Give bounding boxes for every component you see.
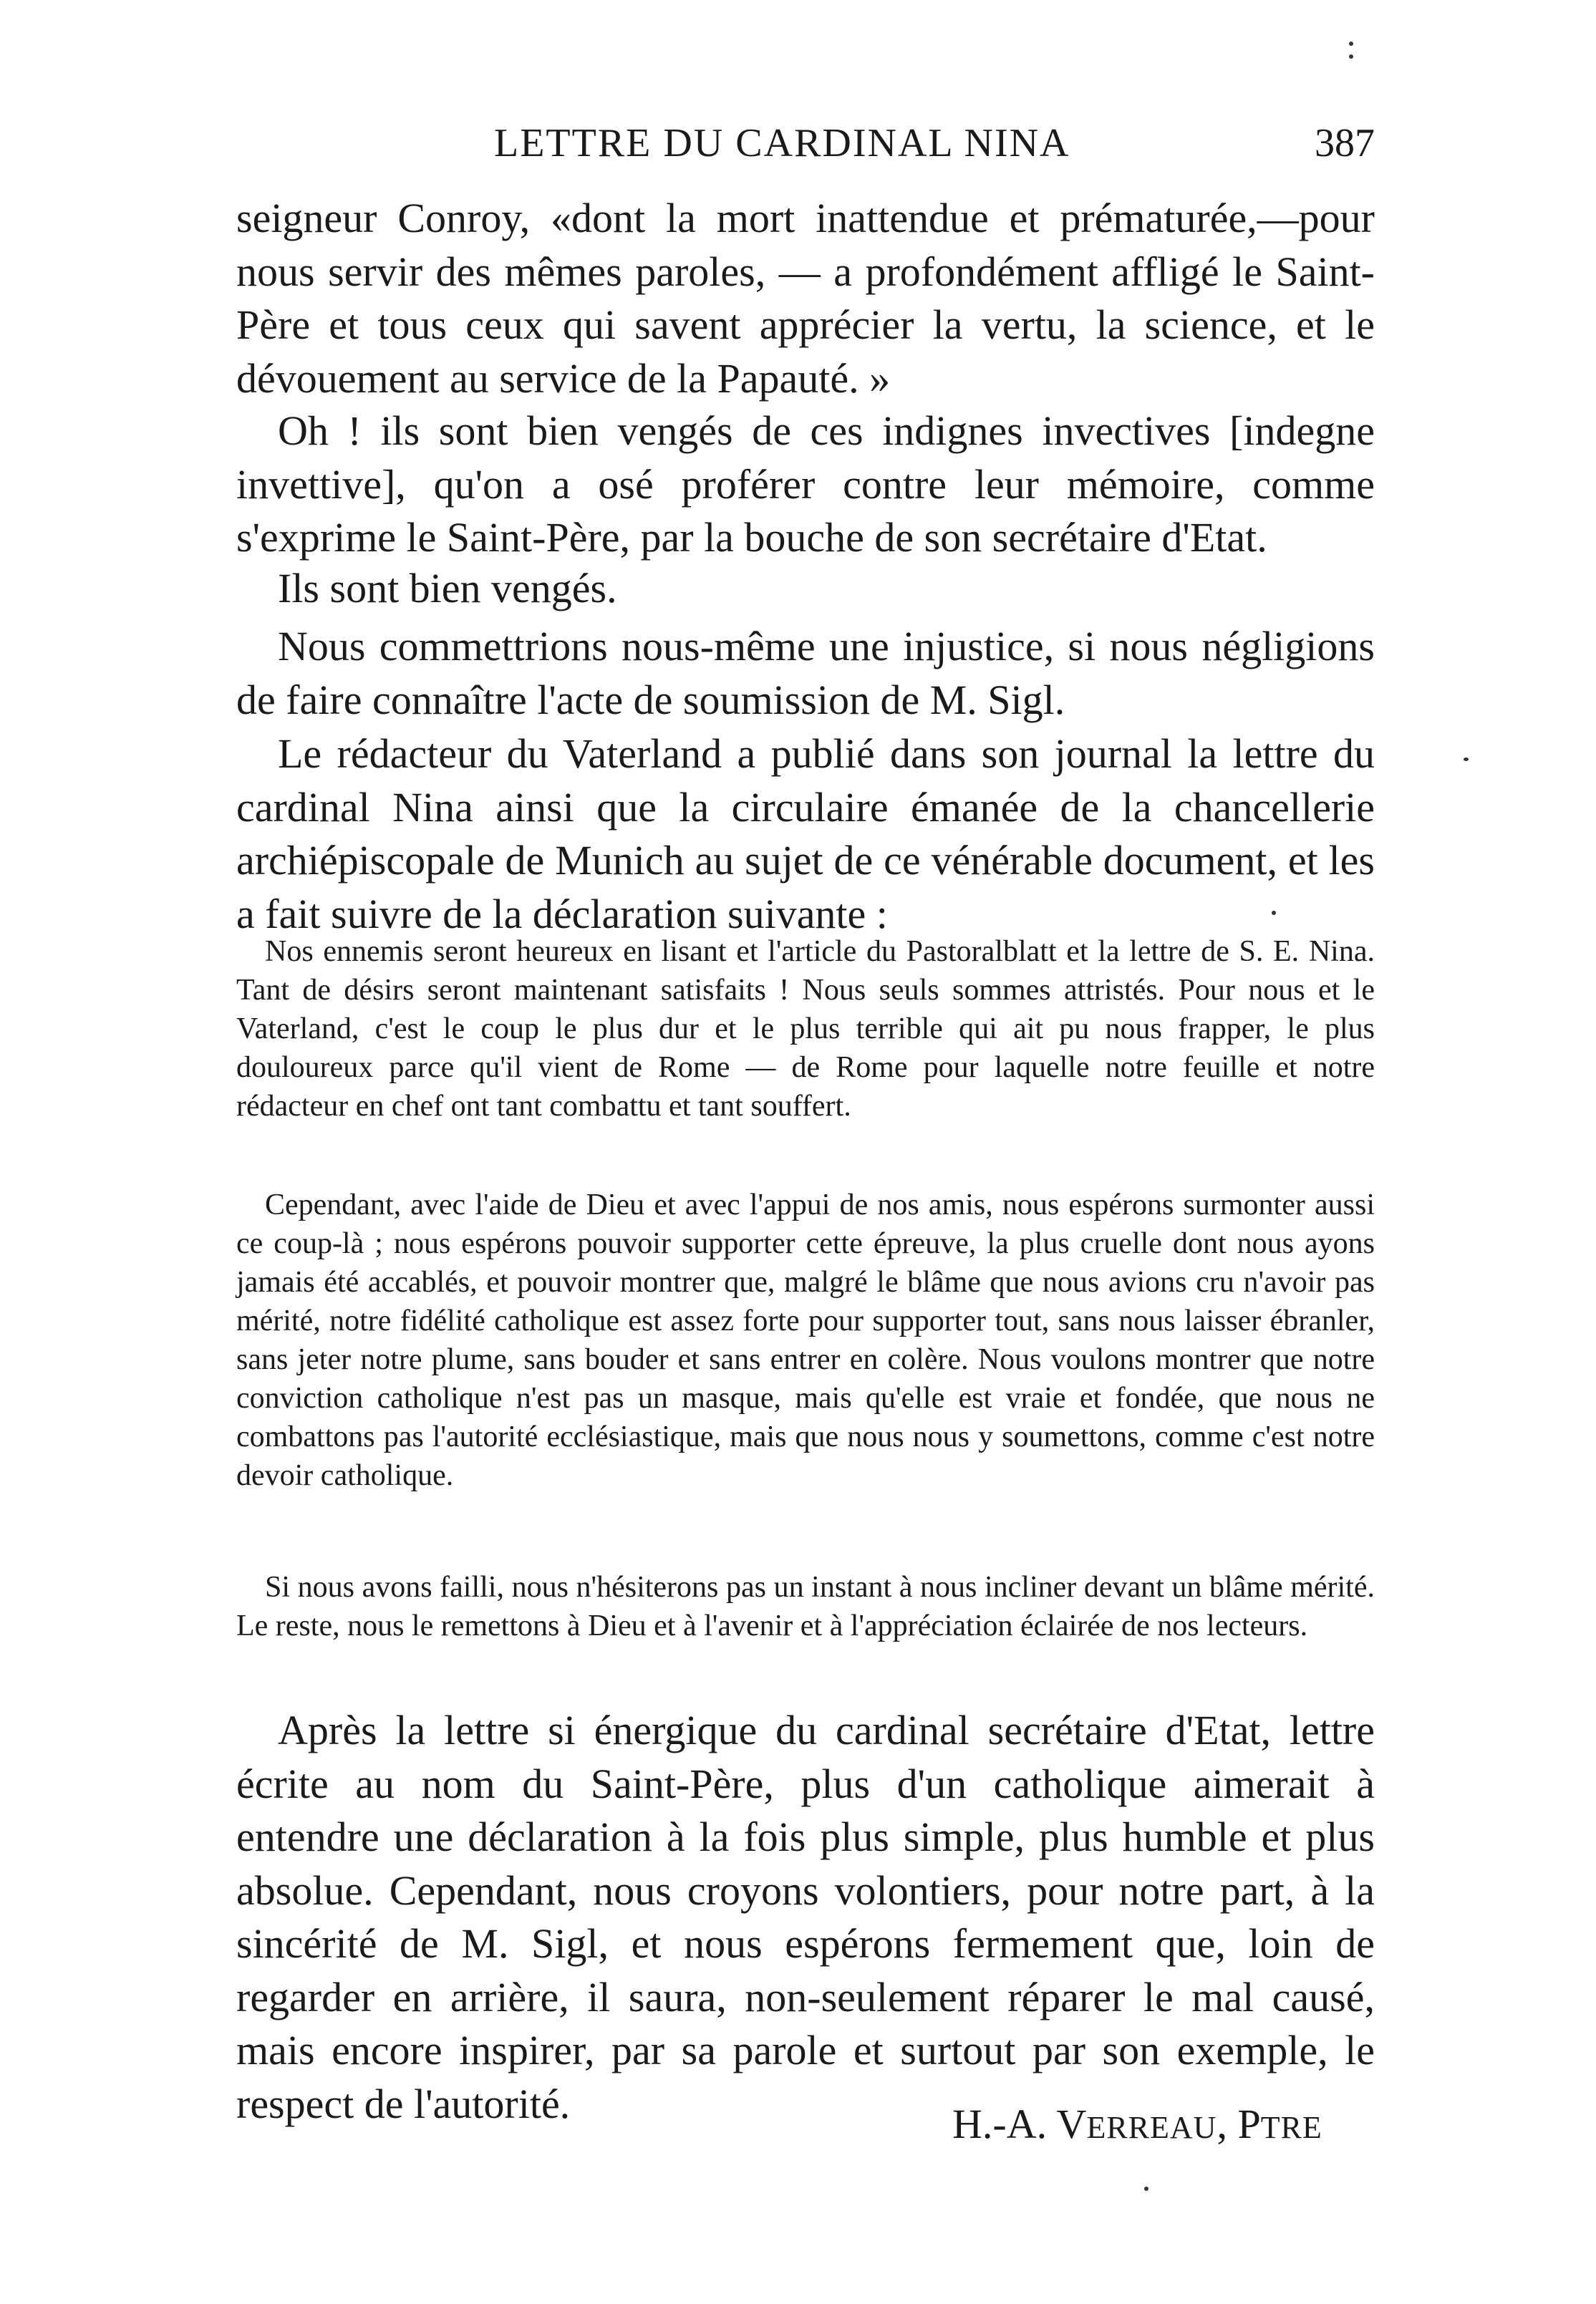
quote-paragraph-2: Cependant, avec l'aide de Dieu et avec l'appui de nos amis, nous espérons surmonter aussi ce coup-là ; nous espérons pouvoir supporter cette épreuve, la plus cruelle dont nous ayons jamais été accablés, et pouvoir montrer que, malgré le blâme que nous avions cru n'avoir pas mérité, notre fidélité catholique est assez forte pour supporter tout, sans nous laisser ébranler, sans jeter notre plume, sans bouder et sans entrer en colère. Nous voulons montrer que notre conviction catholique n'est pas un masque, mais qu'elle est vraie et fondée, que nous ne combattons pas l'autorité ecclésiastique, mais que nous nous y soumettons, comme c'est notre devoir catholique. — [236, 1189, 1375, 1492]
paragraph-6: Après la lettre si énergique du cardinal secrétaire d'Etat, lettre écrite au nom du Saint-Père, plus d'un catholique aimerait à entendre une déclaration à la fois plus simple, plus humble et plus absolue. Cependant, nous croyons volontiers, pour notre part, à la sincérité de M. Sigl, et nous espérons fermement que, loin de regarder en arrière, il saura, non-seulement réparer le mal causé, mais encore inspirer, par sa parole et surtout par son exemple, le respect de l'autorité. — [236, 1707, 1375, 2127]
quote-paragraph-3: Si nous avons failli, nous n'hésiterons pas un instant à nous incliner devant un blâme mérité. Le reste, nous le remettons à Dieu et à l'avenir et à l'appréciation éclairée de nos lecteurs. — [236, 1571, 1375, 1642]
print-speck — [1144, 2187, 1148, 2191]
quotation-block-3 — [236, 1568, 1375, 1645]
signature-name-smallcaps: ERREAU — [1086, 2110, 1217, 2145]
page-number: 387 — [1315, 121, 1375, 165]
signature-title-smallcaps: TRE — [1260, 2110, 1322, 2145]
paragraph-block-5 — [236, 727, 1375, 941]
quotation-block — [236, 932, 1375, 1126]
paragraph-3: Ils sont bien vengés. — [278, 565, 617, 611]
quote-paragraph-1: Nos ennemis seront heureux en lisant et l'article du Pastoralblatt et la lettre de S. E. Nina. Tant de désirs seront maintenant satisfaits ! Nous seuls sommes attristés. Pour nous et le Vaterland, c'est le coup le plus dur et le plus terrible qui ait pu nous frapper, le plus douloureux parce qu'il vient de Rome — de Rome pour laquelle notre feuille et notre rédacteur en chef ont tant combattu et tant souffert. — [236, 935, 1375, 1123]
running-title: LETTRE DU CARDINAL NINA — [494, 121, 1070, 165]
print-speck — [1464, 757, 1469, 761]
signature-name: H.-A. V — [952, 2101, 1087, 2147]
signature-separator: , P — [1217, 2101, 1261, 2147]
print-speck — [1349, 42, 1353, 46]
paragraph-5: Le rédacteur du Vaterland a publié dans son journal la lettre du cardinal Nina ainsi que la circulaire émanée de la chancellerie archiépiscopale de Munich au sujet de ce vénérable document, et les a fait suivre de la déclaration suivante : — [236, 730, 1375, 937]
quotation-block-2 — [236, 1186, 1375, 1495]
paragraph-1: seigneur Conroy, «dont la mort inattendue et prématurée,—pour nous servir des mêmes paroles, — a profondément affligé le Saint-Père et tous ceux qui savent apprécier la vertu, la science, et le dévouement au service de la Papauté. » — [236, 195, 1375, 402]
page-header — [236, 120, 1375, 178]
paragraph-2: Oh ! ils sont bien vengés de ces indignes invectives [indegne invettive], qu'on a osé proférer contre leur mémoire, comme s'exprime le Saint-Père, par la bouche de son secrétaire d'Etat. — [236, 407, 1375, 561]
paragraph-block-2 — [236, 405, 1375, 565]
signature — [952, 2100, 1322, 2148]
paragraph-4: Nous commettrions nous-même une injustice, si nous négligions de faire connaître l'acte de soumission de M. Sigl. — [236, 623, 1375, 723]
paragraph-block-6 — [236, 1704, 1375, 2131]
paragraph-block-4 — [236, 620, 1375, 727]
paragraph-continuation — [236, 192, 1375, 405]
paragraph-block-3 — [236, 562, 1375, 616]
print-speck — [1272, 911, 1276, 915]
print-speck — [1349, 54, 1353, 59]
